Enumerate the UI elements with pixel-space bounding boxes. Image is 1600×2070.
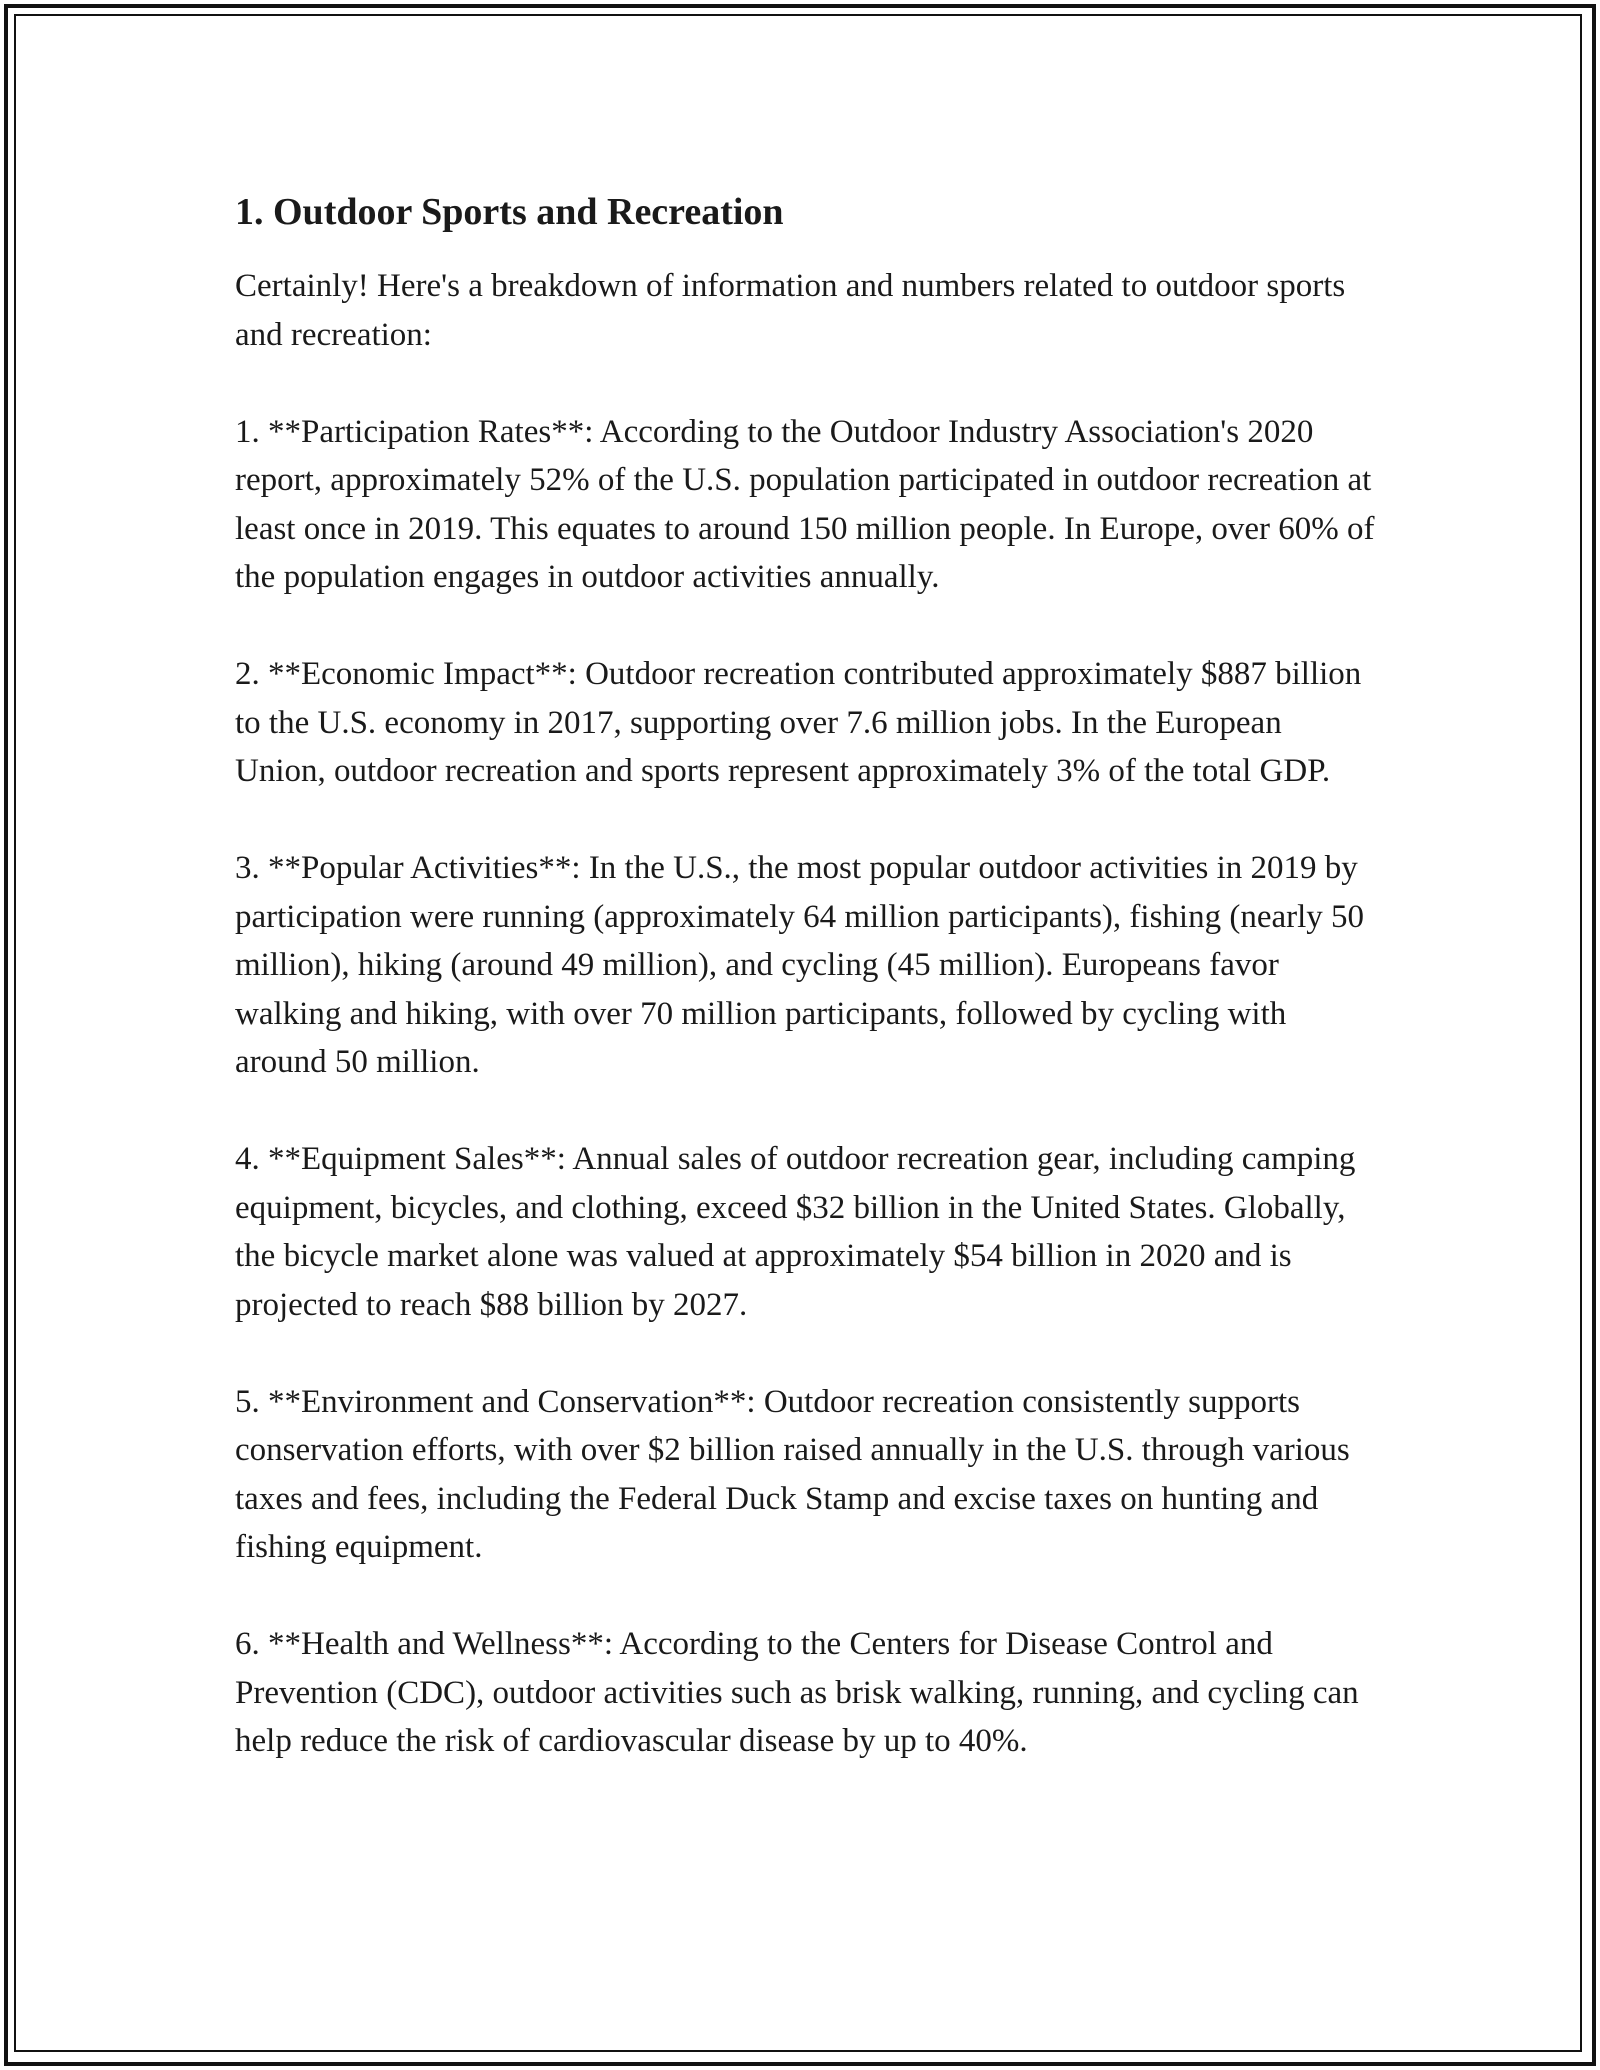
list-item-participation-rates: 1. **Participation Rates**: According to the Outdoor Industry Association's 2020 report, approximately 52% of the U.S. population participated in outdoor recreation at least once in 2019. This equates to around 150 million people. In Europe, over 60% of the population engages in outdoor activities annually. [235, 413, 1375, 595]
list-item-environment-conservation: 5. **Environment and Conservation**: Outdoor recreation consistently supports conservation efforts, with over $2 billion raised annually in the U.S. through various taxes and fees, including the Federal Duck Stamp and excise taxes on hunting and fishing equipment. [235, 1383, 1350, 1565]
intro-paragraph: Certainly! Here's a breakdown of information and numbers related to outdoor sports and recreation: [235, 268, 1346, 353]
document-body [235, 186, 1375, 1814]
list-item-popular-activities: 3. **Popular Activities**: In the U.S., the most popular outdoor activities in 2019 by participation were running (approximately 64 million participants), fishing (nearly 50 million), hiking (around 49 million), and cycling (45 million). Europeans favor walking and hiking, with over 70 million participants, followed by cycling with around 50 million. [235, 850, 1365, 1080]
list-item-equipment-sales: 4. **Equipment Sales**: Annual sales of outdoor recreation gear, including camping equipment, bicycles, and clothing, exceed $32 billion in the United States. Globally, the bicycle market alone was valued at approximately $54 billion in 2020 and is projected to reach $88 billion by 2027. [235, 1141, 1356, 1323]
list-item-health-wellness: 6. **Health and Wellness**: According to the Centers for Disease Control and Prevention (CDC), outdoor activities such as brisk walking, running, and cycling can help reduce the risk of cardiovascular disease by up to 40%. [235, 1626, 1359, 1759]
list-item-economic-impact: 2. **Economic Impact**: Outdoor recreation contributed approximately $887 billion to the U.S. economy in 2017, supporting over 7.6 million jobs. In the European Union, outdoor recreation and sports represent approximately 3% of the total GDP. [235, 656, 1362, 789]
document-title: 1. Outdoor Sports and Recreation [235, 191, 784, 233]
